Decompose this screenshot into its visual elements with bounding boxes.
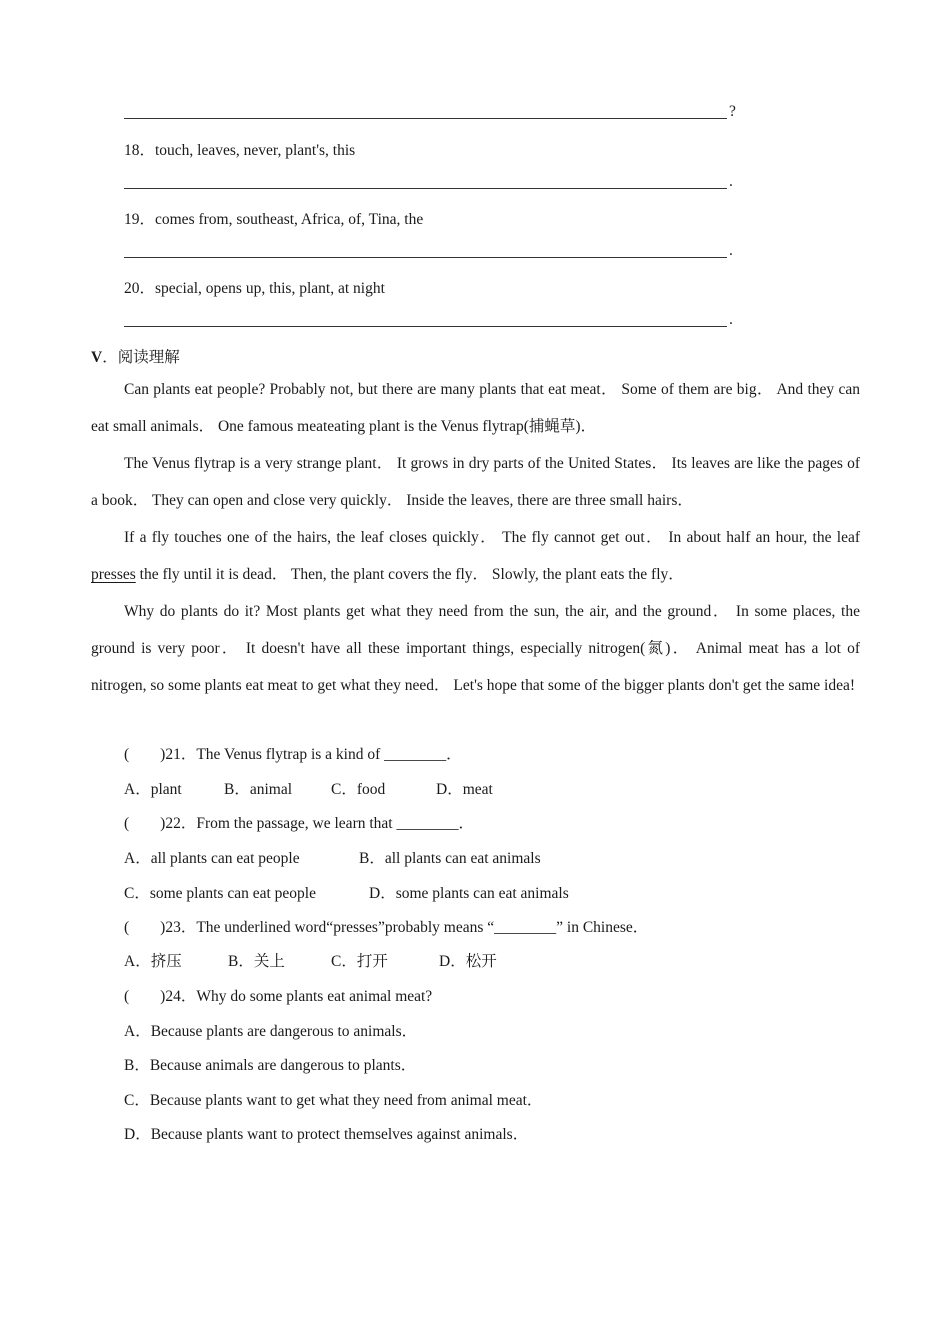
- q21-option-b[interactable]: B．animal: [224, 781, 293, 798]
- q21-option-d[interactable]: D．meat: [436, 781, 493, 798]
- answer-line-19[interactable]: [124, 243, 727, 258]
- answer-20-punct: .: [729, 311, 733, 328]
- answer-17-punct: ?: [729, 103, 736, 120]
- question-22-stem: ( )22．From the passage, we learn that ________．: [124, 815, 474, 832]
- section-numeral: V: [91, 349, 103, 366]
- q22-option-a[interactable]: A．all plants can eat people: [124, 850, 300, 867]
- answer-19-punct: .: [729, 242, 733, 259]
- q23-option-d[interactable]: D．松开: [439, 953, 497, 970]
- q21-option-c[interactable]: C．food: [331, 781, 386, 798]
- reading-passage: [91, 371, 860, 704]
- q23-option-b[interactable]: B．关上: [228, 953, 285, 970]
- q23-option-a[interactable]: A．挤压: [124, 953, 182, 970]
- answer-line-18[interactable]: [124, 174, 727, 189]
- q21-option-a[interactable]: A．plant: [124, 781, 182, 798]
- q22-option-b[interactable]: B．all plants can eat animals: [359, 850, 541, 867]
- q22-option-d[interactable]: D．some plants can eat animals: [369, 885, 569, 902]
- section-title: ．阅读理解: [102, 349, 180, 366]
- answer-line-20[interactable]: [124, 312, 727, 327]
- question-20-prompt: 20．special, opens up, this, plant, at night: [124, 280, 385, 297]
- answer-18-punct: .: [729, 173, 733, 190]
- q24-option-c[interactable]: C．Because plants want to get what they need from animal meat．: [124, 1092, 543, 1109]
- underlined-word-presses: presses: [91, 566, 136, 583]
- question-24-stem: ( )24．Why do some plants eat animal meat?: [124, 988, 433, 1005]
- q24-option-d[interactable]: D．Because plants want to protect themselves against animals．: [124, 1126, 529, 1143]
- passage-paragraph-3: [91, 519, 860, 593]
- passage-paragraph-4: Why do plants do it? Most plants get what they need from the sun, the air, and the ground． In some places, the ground is very poor． It doesn't have all these important things, especially nitrogen(氮)． Animal meat has a lot of nitrogen, so some plants eat meat to get what they need． Let's hope that some of the bigger plants don't get the same idea!: [91, 603, 860, 694]
- passage-p3-before: If a fly touches one of the hairs, the leaf closes quickly． The fly cannot get out． In about half an hour, the leaf: [124, 529, 860, 546]
- section-heading: [91, 345, 180, 367]
- answer-line-17[interactable]: [124, 104, 727, 119]
- q24-option-a[interactable]: A．Because plants are dangerous to animals．: [124, 1023, 418, 1040]
- passage-paragraph-1: Can plants eat people? Probably not, but there are many plants that eat meat． Some of them are big． And they can eat small animals． One famous meateating plant is the Venus flytrap(捕蝇草)．: [91, 381, 860, 435]
- q24-option-b[interactable]: B．Because animals are dangerous to plants．: [124, 1057, 417, 1074]
- question-18-prompt: 18．touch, leaves, never, plant's, this: [124, 142, 356, 159]
- passage-paragraph-2: The Venus flytrap is a very strange plant． It grows in dry parts of the United States． Its leaves are like the pages of a book． They can open and close very quickly． Inside the leaves, there are three small hairs．: [91, 455, 860, 509]
- q22-option-c[interactable]: C．some plants can eat people: [124, 885, 316, 902]
- question-21-stem: ( )21．The Venus flytrap is a kind of ________．: [124, 746, 462, 763]
- q23-option-c[interactable]: C．打开: [331, 953, 388, 970]
- passage-p3-after: the fly until it is dead． Then, the plant covers the fly． Slowly, the plant eats the fly．: [135, 566, 684, 583]
- question-23-stem: ( )23．The underlined word“presses”probably means “________” in Chinese．: [124, 919, 649, 936]
- question-19-prompt: 19．comes from, southeast, Africa, of, Tina, the: [124, 211, 424, 228]
